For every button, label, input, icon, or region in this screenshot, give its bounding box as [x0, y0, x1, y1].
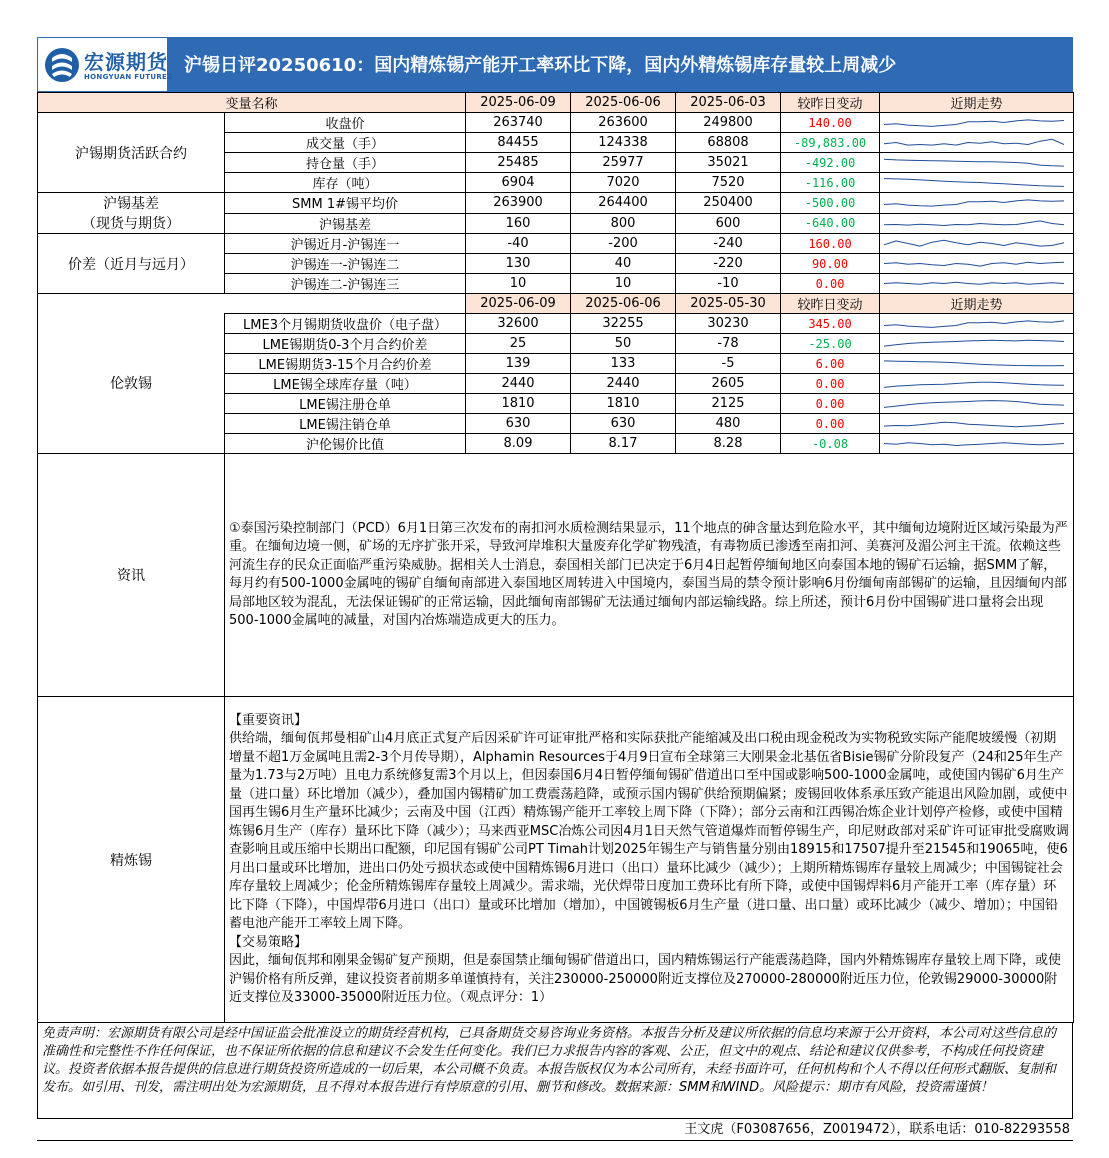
- col-date-3: 2025-06-03: [676, 93, 781, 113]
- trend-cell: [880, 314, 1074, 334]
- sparkline-chart: [883, 216, 1065, 231]
- table1-header-row: [38, 93, 1074, 113]
- trend-cell: [880, 193, 1074, 214]
- value-date-1: 1810: [466, 394, 571, 414]
- value-date-1: 130: [466, 254, 571, 274]
- trend-cell: [880, 234, 1074, 254]
- sparkline-chart: [883, 175, 1065, 190]
- value-date-1: 25485: [466, 153, 571, 173]
- variable-name: 沪锡近月-沪锡连一: [225, 234, 466, 254]
- sparkline-chart: [883, 436, 1065, 451]
- important-news-heading: 【重要资讯】: [229, 712, 308, 728]
- trend-cell: [880, 213, 1074, 234]
- refined-tin-text: [225, 697, 1074, 1023]
- value-date-2: 133: [571, 354, 676, 374]
- value-date-3: 250400: [676, 193, 781, 214]
- variable-name: LME锡期货3-15个月合约价差: [225, 354, 466, 374]
- change-value: -0.08: [781, 434, 880, 454]
- sparkline-chart: [883, 256, 1065, 271]
- disclaimer: 免责声明：宏源期货有限公司是经中国证监会批准设立的期货经营机构，已具备期货交易咨询业务资格。本报告分析及建议所依据的信息均来源于公开资料，本公司对这些信息的准确性和完整性不作任何保证，也不保证所依据的信息和建议不会发生任何变化。我们已力求报告内容的客观、公正，但文中的观点、结论和建议仅供参考，不构成任何投资建议。投资者依据本报告提供的信息进行期货投资所造成的一切后果，本公司概不负责。本报告版权仅为本公司所有，未经书面许可，任何机构和个人不得以任何形式翻版、复制和发布。如引用、刊发，需注明出处为宏源期货，且不得对本报告进行有悖原意的引用、删节和修改。数据来源：SMM和WIND。风险提示：期市有风险，投资需谨慎！: [37, 1023, 1073, 1119]
- trend-cell: [880, 374, 1074, 394]
- value-date-2: 2440: [571, 374, 676, 394]
- value-date-3: -220: [676, 254, 781, 274]
- group-label: 价差（近月与远月）: [38, 234, 225, 294]
- change-value: 90.00: [781, 254, 880, 274]
- value-date-3: 30230: [676, 314, 781, 334]
- sparkline-chart: [883, 155, 1065, 170]
- report-title: 沪锡日评20250610：国内精炼锡产能开工率环比下降，国内外精炼锡库存量较上周减少: [184, 55, 897, 76]
- data-table: [37, 92, 1074, 1023]
- col-date-2: 2025-06-06: [571, 294, 676, 314]
- analyst-contact: 王文虎（F03087656，Z0019472），联系电话：010-82293558: [37, 1119, 1073, 1141]
- value-date-2: -200: [571, 234, 676, 254]
- value-date-3: -240: [676, 234, 781, 254]
- value-date-2: 263600: [571, 113, 676, 133]
- change-value: -500.00: [781, 193, 880, 214]
- variable-name: SMM 1#锡平均价: [225, 193, 466, 214]
- news-text: ①泰国污染控制部门（PCD）6月1日第三次发布的南扣河水质检测结果显示，11个地点的砷含量达到危险水平，其中缅甸边境附近区域污染最为严重。在缅甸边境一侧，矿场的无序扩张开采，导致河岸堆积大量废弃化学矿物残渣，有毒物质已渗透至南扣河、美赛河及湄公河主干流。依赖这些河流生存的民众正面临严重污染威胁。据相关人士消息，泰国相关部门已决定于6月4日起暂停缅甸地区向泰国本地的锡矿石运输，据SMM了解，每月约有500-1000金属吨的锡矿自缅甸南部进入泰国地区周转进入中国境内，泰国当局的禁令预计影响6月份缅甸南部锡矿的运输，且因缅甸内部局部地区较为混乱，无法保证锡矿的正常运输，因此缅甸南部锡矿无法通过缅甸内部运输线路。综上所述，预计6月份中国锡矿进口量将会出现500-1000金属吨的减量，对国内冶炼端造成更大的压力。: [225, 454, 1074, 697]
- logo-text-cn: 宏源期货: [84, 50, 168, 74]
- value-date-2: 32255: [571, 314, 676, 334]
- report-header: [37, 37, 1073, 92]
- refined-tin-label: 精炼锡: [38, 697, 225, 1023]
- table1-row: [38, 113, 1074, 133]
- change-value: -116.00: [781, 173, 880, 193]
- col-change: 较昨日变动: [781, 294, 880, 314]
- company-logo: [37, 37, 173, 92]
- sparkline-chart: [883, 236, 1065, 251]
- value-date-2: 630: [571, 414, 676, 434]
- value-date-1: 84455: [466, 133, 571, 153]
- variable-name: LME锡注册仓单: [225, 394, 466, 414]
- value-date-1: 8.09: [466, 434, 571, 454]
- col-date-1: 2025-06-09: [466, 93, 571, 113]
- logo-mark-icon: [44, 46, 80, 84]
- news-label: 资讯: [38, 454, 225, 697]
- variable-name: 沪锡连二-沪锡连三: [225, 274, 466, 294]
- value-date-2: 10: [571, 274, 676, 294]
- group-label: 沪锡期货活跃合约: [38, 113, 225, 193]
- report-sheet: [37, 37, 1073, 1141]
- logo-text-en: HONGYUAN FUTURES: [84, 73, 173, 81]
- value-date-1: 139: [466, 354, 571, 374]
- value-date-1: 160: [466, 213, 571, 234]
- change-value: 0.00: [781, 394, 880, 414]
- sparkline-chart: [883, 376, 1065, 391]
- sparkline-chart: [883, 356, 1065, 371]
- value-date-1: 6904: [466, 173, 571, 193]
- sparkline-chart: [883, 135, 1065, 150]
- value-date-3: 68808: [676, 133, 781, 153]
- change-value: 160.00: [781, 234, 880, 254]
- value-date-2: 40: [571, 254, 676, 274]
- news-row: [38, 454, 1074, 697]
- variable-name: 收盘价: [225, 113, 466, 133]
- variable-name: 持仓量（手）: [225, 153, 466, 173]
- value-date-1: 32600: [466, 314, 571, 334]
- trend-cell: [880, 254, 1074, 274]
- trend-cell: [880, 394, 1074, 414]
- value-date-2: 25977: [571, 153, 676, 173]
- change-value: 0.00: [781, 374, 880, 394]
- change-value: -89,883.00: [781, 133, 880, 153]
- trading-strategy-heading: 【交易策略】: [229, 934, 308, 950]
- change-value: 6.00: [781, 354, 880, 374]
- value-date-2: 124338: [571, 133, 676, 153]
- value-date-3: -78: [676, 334, 781, 354]
- sparkline-chart: [883, 416, 1065, 431]
- value-date-3: 249800: [676, 113, 781, 133]
- variable-name: 沪锡连一-沪锡连二: [225, 254, 466, 274]
- change-value: -25.00: [781, 334, 880, 354]
- value-date-2: 7020: [571, 173, 676, 193]
- change-value: 140.00: [781, 113, 880, 133]
- variable-name: LME3个月锡期货收盘价（电子盘）: [225, 314, 466, 334]
- change-value: -640.00: [781, 213, 880, 234]
- change-value: 345.00: [781, 314, 880, 334]
- value-date-3: 35021: [676, 153, 781, 173]
- trend-cell: [880, 113, 1074, 133]
- trading-strategy-body: 因此，缅甸佤邦和刚果金锡矿复产预期，但是泰国禁止缅甸锡矿借道出口，国内精炼锡运行产能震荡趋降，国内外精炼锡库存量较上周下降，或使沪锡价格有所反弹，建议投资者前期多单谨慎持有，关注230000-250000附近支撑位及270000-280000附近压力位，伦敦锡29000-30000附近支撑位及33000-35000附近压力位。（观点评分：1）: [229, 953, 1062, 1005]
- trend-cell: [880, 133, 1074, 153]
- change-value: 0.00: [781, 274, 880, 294]
- col-trend: 近期走势: [880, 93, 1074, 113]
- col-date-1: 2025-06-09: [466, 294, 571, 314]
- refined-tin-row: [38, 697, 1074, 1023]
- value-date-3: 7520: [676, 173, 781, 193]
- value-date-1: 263900: [466, 193, 571, 214]
- variable-name: 沪锡基差: [225, 213, 466, 234]
- change-value: -492.00: [781, 153, 880, 173]
- table2-header-row: [38, 294, 1074, 314]
- table1-row: [38, 234, 1074, 254]
- value-date-3: -5: [676, 354, 781, 374]
- trend-cell: [880, 173, 1074, 193]
- sparkline-chart: [883, 195, 1065, 210]
- col-date-3: 2025-05-30: [676, 294, 781, 314]
- trend-cell: [880, 354, 1074, 374]
- trend-cell: [880, 434, 1074, 454]
- value-date-3: 2125: [676, 394, 781, 414]
- sparkline-chart: [883, 115, 1065, 130]
- group-label: 沪锡基差 （现货与期货）: [38, 193, 225, 234]
- value-date-3: 8.28: [676, 434, 781, 454]
- value-date-2: 1810: [571, 394, 676, 414]
- value-date-3: 2605: [676, 374, 781, 394]
- important-news-body: 供给端，缅甸佤邦曼相矿山4月底正式复产后因采矿许可证审批严格和实际获批产能缩减及出口税由现金税改为实物税致实际产能爬坡缓慢（初期增量不超1万金属吨且需2-3个月传导期），Alphamin Resources于4月9日宣布全球第三大刚果金北基伍省Bisie锡矿分阶段复产（24和25年生产量为1.73与2万吨）且电力系统修复需3个月以上，但因泰国6月4日暂停缅甸锡矿借道出口至中国或影响500-1000金属吨，或使国内锡矿6月生产量（进口量）环比增加（减少），叠加国内锡精矿加工费震荡趋降，或预示国内锡矿供给预期偏紧；废锡回收体系承压致产能退出风险加剧，或使中国再生锡6月生产量环比减少；云南及中国（江西）精炼锡产能开工率较上周下降（下降）；部分云南和江西锡冶炼企业计划停产检修，或使中国精炼锡6月生产（库存）量环比下降（减少）；马来西亚MSC冶炼公司因4月1日天然气管道爆炸而暂停锡生产，印尼财政部对采矿许可证审批受腐败调查影响且或压缩中长期出口配额，印尼国有锡矿公司PT Timah计划2025年锡生产与销售量分别由18915和17507提升至21545和19065吨，使6月出口量或环比增加，进出口仍处亏损状态或使中国精炼锡6月进口（出口）量环比减少（减少）；上期所精炼锡库存量较上周减少；中国锡锭社会库存量较上周减少；伦金所精炼锡库存量较上周减少。需求端，光伏焊带日度加工费环比有所下降，或使中国锡焊料6月产能开工率（库存量）环比下降（下降），中国焊带6月进口（出口）量或环比增加（增加），中国镀锡板6月生产量（进口量、出口量）或环比减少（减少、增加）；中国铅蓄电池产能开工率较上周下降。: [229, 731, 1069, 931]
- value-date-1: 10: [466, 274, 571, 294]
- trend-cell: [880, 274, 1074, 294]
- value-date-2: 264400: [571, 193, 676, 214]
- sparkline-chart: [883, 316, 1065, 331]
- trend-cell: [880, 334, 1074, 354]
- table2-header-blank: [38, 294, 466, 314]
- group-label: 伦敦锡: [38, 314, 225, 454]
- trend-cell: [880, 153, 1074, 173]
- sparkline-chart: [883, 276, 1065, 291]
- sparkline-chart: [883, 396, 1065, 411]
- value-date-1: 2440: [466, 374, 571, 394]
- value-date-1: -40: [466, 234, 571, 254]
- col-variable-name: 变量名称: [38, 93, 466, 113]
- value-date-3: 480: [676, 414, 781, 434]
- value-date-1: 263740: [466, 113, 571, 133]
- value-date-3: 600: [676, 213, 781, 234]
- col-trend: 近期走势: [880, 294, 1074, 314]
- value-date-2: 8.17: [571, 434, 676, 454]
- variable-name: LME锡期货0-3个月合约价差: [225, 334, 466, 354]
- value-date-1: 25: [466, 334, 571, 354]
- variable-name: LME锡全球库存量（吨）: [225, 374, 466, 394]
- variable-name: 成交量（手）: [225, 133, 466, 153]
- col-change: 较昨日变动: [781, 93, 880, 113]
- value-date-2: 50: [571, 334, 676, 354]
- value-date-1: 630: [466, 414, 571, 434]
- trend-cell: [880, 414, 1074, 434]
- variable-name: 库存（吨）: [225, 173, 466, 193]
- variable-name: 沪伦锡价比值: [225, 434, 466, 454]
- col-date-2: 2025-06-06: [571, 93, 676, 113]
- value-date-2: 800: [571, 213, 676, 234]
- table2-row: [38, 314, 1074, 334]
- variable-name: LME锡注销仓单: [225, 414, 466, 434]
- change-value: 0.00: [781, 414, 880, 434]
- table1-row: [38, 193, 1074, 214]
- value-date-3: -10: [676, 274, 781, 294]
- sparkline-chart: [883, 336, 1065, 351]
